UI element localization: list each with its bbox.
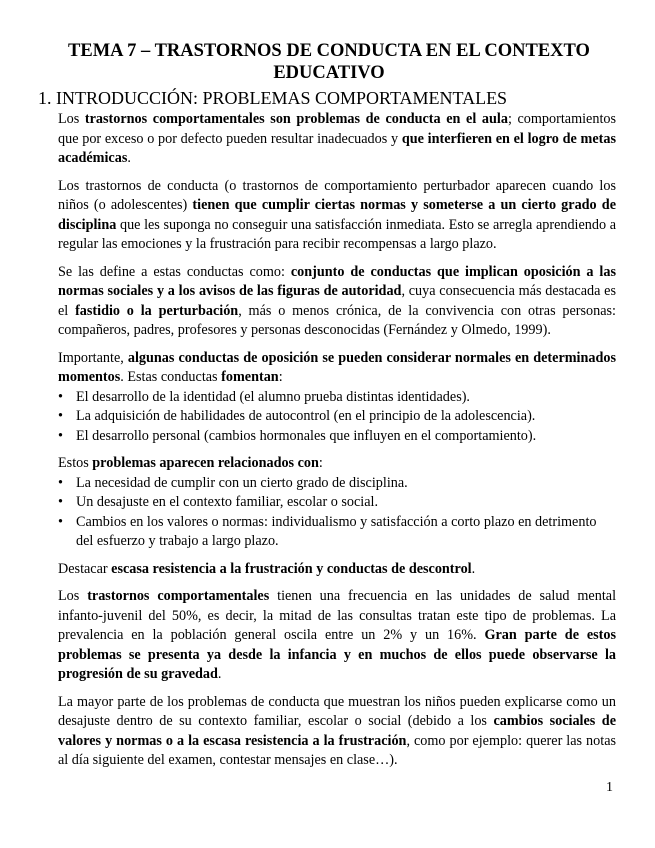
bold-run: trastornos comportamentales: [87, 588, 270, 604]
text-run: Destacar: [58, 560, 112, 577]
text-run: tienen una frecuencia en las unidades de salud mental infanto-juvenil del 50%, es decir, la mitad de las consultas tratan este tipo de problemas. La prevalencia en la población general oscila entre un 2% y un 16%.: [58, 588, 617, 643]
section-heading: 1. INTRODUCCIÓN: PROBLEMAS COMPORTAMENTALES: [38, 88, 508, 108]
list-item: [58, 513, 616, 552]
text-run: que les suponga no conseguir una satisfacción inmediata. Esto se arregla aprendiendo a regular las emociones y la frustración para recibir recompensas a largo plazo.: [58, 216, 616, 252]
bullet-icon: •: [58, 474, 63, 491]
text-run: , cuya consecuencia más destacada es el: [58, 283, 616, 319]
bullet-icon: •: [58, 513, 63, 530]
text-run: Los: [58, 588, 88, 604]
bullet-icon: •: [58, 388, 63, 405]
text-run: .: [127, 150, 131, 166]
text-run: .: [217, 666, 222, 682]
bold-run: conjunto de conductas que implican oposición a las normas sociales y a los avisos de las figuras de autoridad: [58, 263, 616, 299]
page-number: 1: [606, 780, 613, 795]
text-run: :: [278, 369, 283, 385]
document-body: [58, 110, 616, 779]
list-item: [58, 388, 616, 408]
bold-run: problemas aparecen relacionados con: [92, 455, 319, 471]
bullet-icon: •: [58, 427, 63, 444]
text-run: ; comportamientos que por exceso o por defecto pueden resultar inadecuados y: [58, 111, 617, 147]
list-item-text: La necesidad de cumplir con un cierto grado de disciplina.: [76, 474, 408, 491]
bold-run: escasa resistencia a la frustración y conductas de descontrol: [111, 560, 472, 577]
bullet-icon: •: [58, 494, 63, 510]
text-run: .: [471, 560, 476, 577]
text-run: La mayor parte de los problemas de conducta que muestran los niños pueden explicarse como un desajuste dentro de su contexto familiar, escolar o social (debido a los: [58, 693, 616, 729]
list-item: [58, 407, 616, 427]
text-run: Importante,: [58, 349, 128, 366]
bold-run: tienen que cumplir ciertas normas y someterse a un cierto grado de disciplina: [58, 197, 616, 233]
text-run: . Estas conductas: [120, 369, 222, 385]
paragraph-definition: [58, 110, 616, 169]
paragraph-importante: [58, 349, 616, 388]
document-title: TEMA 7 – TRASTORNOS DE CONDUCTA EN EL CONTEXTO EDUCATIVO: [68, 41, 590, 83]
list-item: [58, 427, 616, 447]
text-run: Estos: [58, 455, 93, 471]
bold-run: trastornos comportamentales son problemas de conducta en el aula: [84, 111, 508, 127]
bullet-icon: •: [58, 408, 63, 424]
text-run: , más o menos crónica, de la convivencia con otras personas: compañeros, padres, profesores y personas desconocidas (Fernández y Olmedo, 1999).: [58, 302, 616, 338]
paragraph-frecuencia: [58, 587, 616, 685]
list-relacionados: [58, 474, 616, 552]
list-item-text: El desarrollo personal (cambios hormonales que influyen en el comportamiento).: [76, 427, 537, 444]
bold-run: Gran parte de estos problemas se presenta ya desde la infancia y en muchos de ellos puede observarse la progresión de su gravedad: [58, 627, 617, 682]
list-item-text: Un desajuste en el contexto familiar, escolar o social.: [76, 494, 378, 510]
text-run: , como por ejemplo: querer las notas al día siguiente del examen, contestar mensajes en clase…).: [58, 732, 617, 768]
bold-run: que interfieren en el logro de metas académicas: [58, 130, 616, 166]
paragraph-definicion-conductas: [58, 263, 616, 341]
text-run: :: [318, 455, 323, 471]
list-item-text: El desarrollo de la identidad (el alumno prueba distintas identidades).: [76, 388, 470, 405]
list-fomentan: [58, 388, 616, 447]
text-run: Los trastornos de conducta (o trastornos de comportamiento perturbador aparecen cuando los niños (o adolescentes): [58, 177, 616, 213]
list-item-text: La adquisición de habilidades de autocontrol (en el principio de la adolescencia).: [76, 408, 536, 424]
text-run: Los: [58, 111, 85, 127]
bold-run: fastidio o la perturbación: [75, 302, 239, 319]
bold-run: fomentan: [221, 369, 279, 385]
paragraph-trastornos: [58, 177, 616, 255]
bold-run: cambios sociales de valores y normas o a la escasa resistencia a la frustración: [58, 713, 616, 749]
list-item: [58, 474, 616, 494]
text-run: Se las define a estas conductas como:: [58, 263, 291, 280]
paragraph-problemas: [58, 454, 616, 474]
bold-run: algunas conductas de oposición se pueden considerar normales en determinados momentos: [58, 349, 616, 385]
paragraph-desajuste: [58, 693, 616, 771]
list-item-text: Cambios en los valores o normas: individualismo y satisfacción a corto plazo en detrimento del esfuerzo y trabajo a largo plazo.: [76, 513, 597, 549]
list-item: [58, 493, 616, 513]
paragraph-destacar: [58, 560, 616, 580]
